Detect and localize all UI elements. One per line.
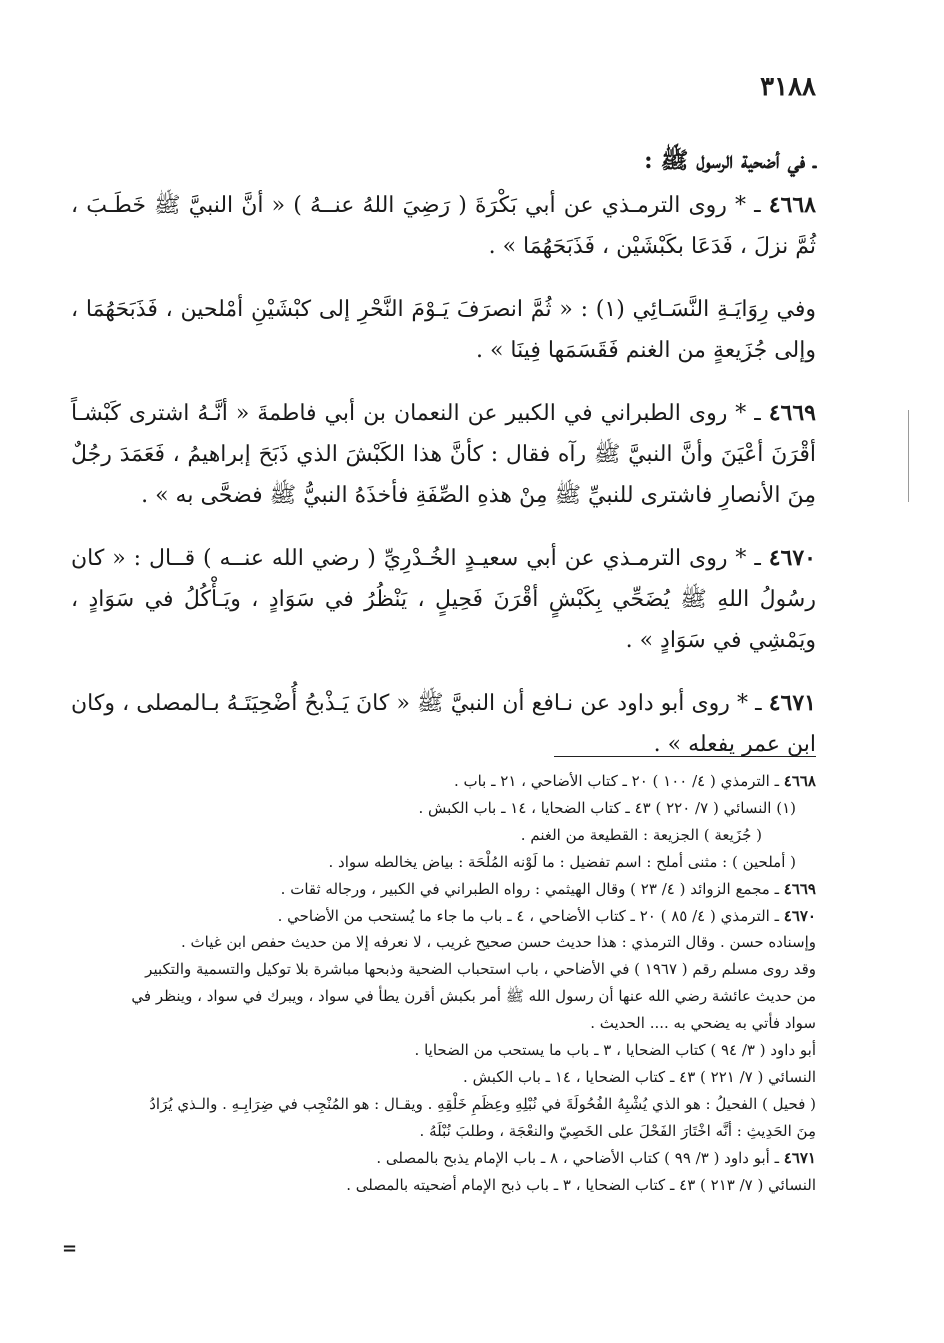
footnote-text: مِنَ الحَدِيثِ : أنَّه اخْتَارَ الفَحْلَ على الخَصِيّ والنعْجَة ، وطلبَ نُبْلَهُ . <box>419 1121 816 1140</box>
footnote-text: سواد فأتي به يضحي به .... الحديث . <box>590 1014 816 1033</box>
page-number: ٣١٨٨ <box>760 72 816 102</box>
hadith-paragraph-4671 <box>71 683 816 765</box>
scan-artifact-line <box>908 410 909 502</box>
margin-continuation-mark: = <box>62 1238 78 1259</box>
hadith-text: ـ * روى الترمـذي عن أبي بَكْرَةَ ( رَضِيَ اللهُ عنــهُ ) « أنَّ النبيَّ ﷺ خَطَـبَ ، ثُمَّ نزلَ ، فَدَعَا بكَبْشَيْن ، فَذَبَحَهُمَا » . <box>71 193 816 259</box>
hadith-text: ـ * روى أبو داود عن نـافع أن النبيَّ ﷺ « كانَ يَـذْبحُ أُضْحِيَتَـهُ بـالمصلى ، وكان ابن عمر يفعله » . <box>71 691 816 757</box>
hadith-text: ـ * روى الطبراني في الكبير عن النعمان بن أبي فاطمةَ « أنَّـهُ اشترى كَبْشـاً أقْرَنَ أعْيَنَ وأنَّ النبيَّ ﷺ رآه فقال : كأنَّ هذا الكَبْشَ الذي ذَبَحَ إبراهيمُ ، فَعَمَدَ رجُلٌ مِنَ الأنصارِ فاشترى للنبيِّ ﷺ مِنْ هذهِ الصِّفَةِ فأخذَهُ النبيُّ ﷺ فضحَّى به » . <box>71 401 816 508</box>
footnotes <box>71 768 816 1199</box>
footnote-line <box>71 849 816 876</box>
footnote-line <box>71 795 816 822</box>
footnote-ref: ٤٦٧١ <box>783 1148 816 1167</box>
footnote-line <box>71 1010 816 1037</box>
footnote-text: ـ الترمذي ( ٤/ ١٠٠ ) ٢٠ ـ كتاب الأضاحي ، ٢١ ـ باب . <box>453 772 779 790</box>
footnote-line <box>71 956 816 983</box>
footnote-line <box>71 1172 816 1199</box>
footnote-text: أبو داود ( ٣/ ٩٤ ) كتاب الضحايا ، ٣ ـ باب ما يستحب من الضحايا . <box>414 1041 816 1060</box>
hadith-variant-paragraph <box>71 289 816 371</box>
footnote-line <box>71 768 816 795</box>
footnote-line <box>71 822 816 849</box>
footnote-ref: ٤٦٧٠ <box>783 906 816 925</box>
footnote-text: (١) النسائي ( ٧/ ٢٢٠ ) ٤٣ ـ كتاب الضحايا ، ١٤ ـ باب الكبش . <box>418 798 796 817</box>
footnote-ref: ٤٦٦٩ <box>783 879 816 898</box>
footnote-line <box>71 983 816 1010</box>
footnote-text: ( فحيل ) الفحيلُ : هو الذي يُشْبِهُ الفُحُولَةَ في نُبْلِهِ وعِظَمِ خَلْقِهِ . ويقـال : هو المُنْجِب في ضِرَابِـهِ . والـذي يُرَادُ <box>149 1094 816 1113</box>
footnote-line <box>71 1064 816 1091</box>
footnote-line <box>71 876 816 903</box>
footnote-line <box>71 1118 816 1145</box>
footnote-text: النسائي ( ٧/ ٢٢١ ) ٤٣ ـ كتاب الضحايا ، ١٤ ـ باب الكبش . <box>463 1067 816 1086</box>
footnote-text: ـ مجمع الزوائد ( ٤/ ٢٣ ) وقال الهيثمي : رواه الطبراني في الكبير ، ورجاله ثقات . <box>280 879 779 898</box>
hadith-number: ٤٦٧١ <box>768 690 816 716</box>
hadith-number: ٤٦٧٠ <box>768 545 816 571</box>
footnote-line <box>71 1037 816 1064</box>
hadith-text: وفي رِوَايَـةِ النَّسَـائِي (١) : « ثُمَّ انصرَفَ يَـوْمَ النَّحْرِ إلى كبْشَيْنِ أمْلحين ، فَذَبَحَهُمَا ، وإلى جُزَيعةٍ من الغنم فَقَسَمَها فِينَا » . <box>71 297 816 363</box>
hadith-number: ٤٦٦٩ <box>768 400 816 426</box>
footnote-line <box>71 1091 816 1118</box>
footnote-line <box>71 929 816 956</box>
footnote-ref: ٤٦٦٨ <box>783 772 816 790</box>
footnote-text: وقد روى مسلم رقم ( ١٩٦٧ ) في الأضاحي ، باب استحباب الضحية وذبحها مباشرة بلا توكيل والتسمية والتكبير <box>145 960 816 979</box>
hadith-paragraph-4668 <box>71 185 816 267</box>
hadith-number: ٤٦٦٨ <box>768 192 816 218</box>
footnote-divider <box>554 756 816 757</box>
footnote-text: النسائي ( ٧/ ٢١٣ ) ٤٣ ـ كتاب الضحايا ، ٣ ـ باب ذبح الإمام أضحيته بالمصلى . <box>346 1175 816 1194</box>
footnote-text: ( أملحين ) : مثنى أملح : اسم تفضيل : ما لَوْنه المُلْحَة : بياض يخالطه سواد . <box>328 852 796 871</box>
hadith-paragraph-4670 <box>71 538 816 661</box>
section-heading: ـ في أضحية الرسول ﷺ : <box>644 147 816 174</box>
footnote-line <box>71 903 816 930</box>
main-text <box>71 140 816 787</box>
footnote-line <box>71 1145 816 1172</box>
hadith-text: ـ * روى الترمـذي عن أبي سعيـدٍ الخُـدْرِيِّ ( رضي الله عنــه ) قــال : « كان رسُولُ اللهِ ﷺ يُضَحِّي بِكَبْشٍ أقْرَنَ فَحِيلٍ ، يَنْظُرُ في سَوَادٍ ، ويَـأْكُلُ في سَوَادٍ ، ويَمْشِي في سَوَادٍ » . <box>71 546 816 653</box>
footnote-text: ـ الترمذي ( ٤/ ٨٥ ) ٢٠ ـ كتاب الأضاحي ، ٤ ـ باب ما جاء ما يُستحب من الأضاحي . <box>277 906 779 925</box>
footnote-text: ـ أبو داود ( ٣/ ٩٩ ) كتاب الأضاحي ، ٨ ـ باب الإمام يذبح بالمصلى . <box>376 1148 779 1167</box>
footnote-text: وإسناده حسن . وقال الترمذي : هذا حديث حسن صحيح غريب ، لا نعرفه إلا من حديث حفص ابن غياث . <box>180 933 816 952</box>
footnote-text: ( جُزَيعة ) الجزيعة : القطيعة من الغنم . <box>520 825 762 844</box>
hadith-paragraph-4669 <box>71 393 816 516</box>
footnote-text: من حديث عائشة رضي الله عنها أن رسول الله ﷺ أمر بكبش أقرن يطأ في سواد ، ويبرك في سواد ، وينظر في <box>131 987 816 1006</box>
